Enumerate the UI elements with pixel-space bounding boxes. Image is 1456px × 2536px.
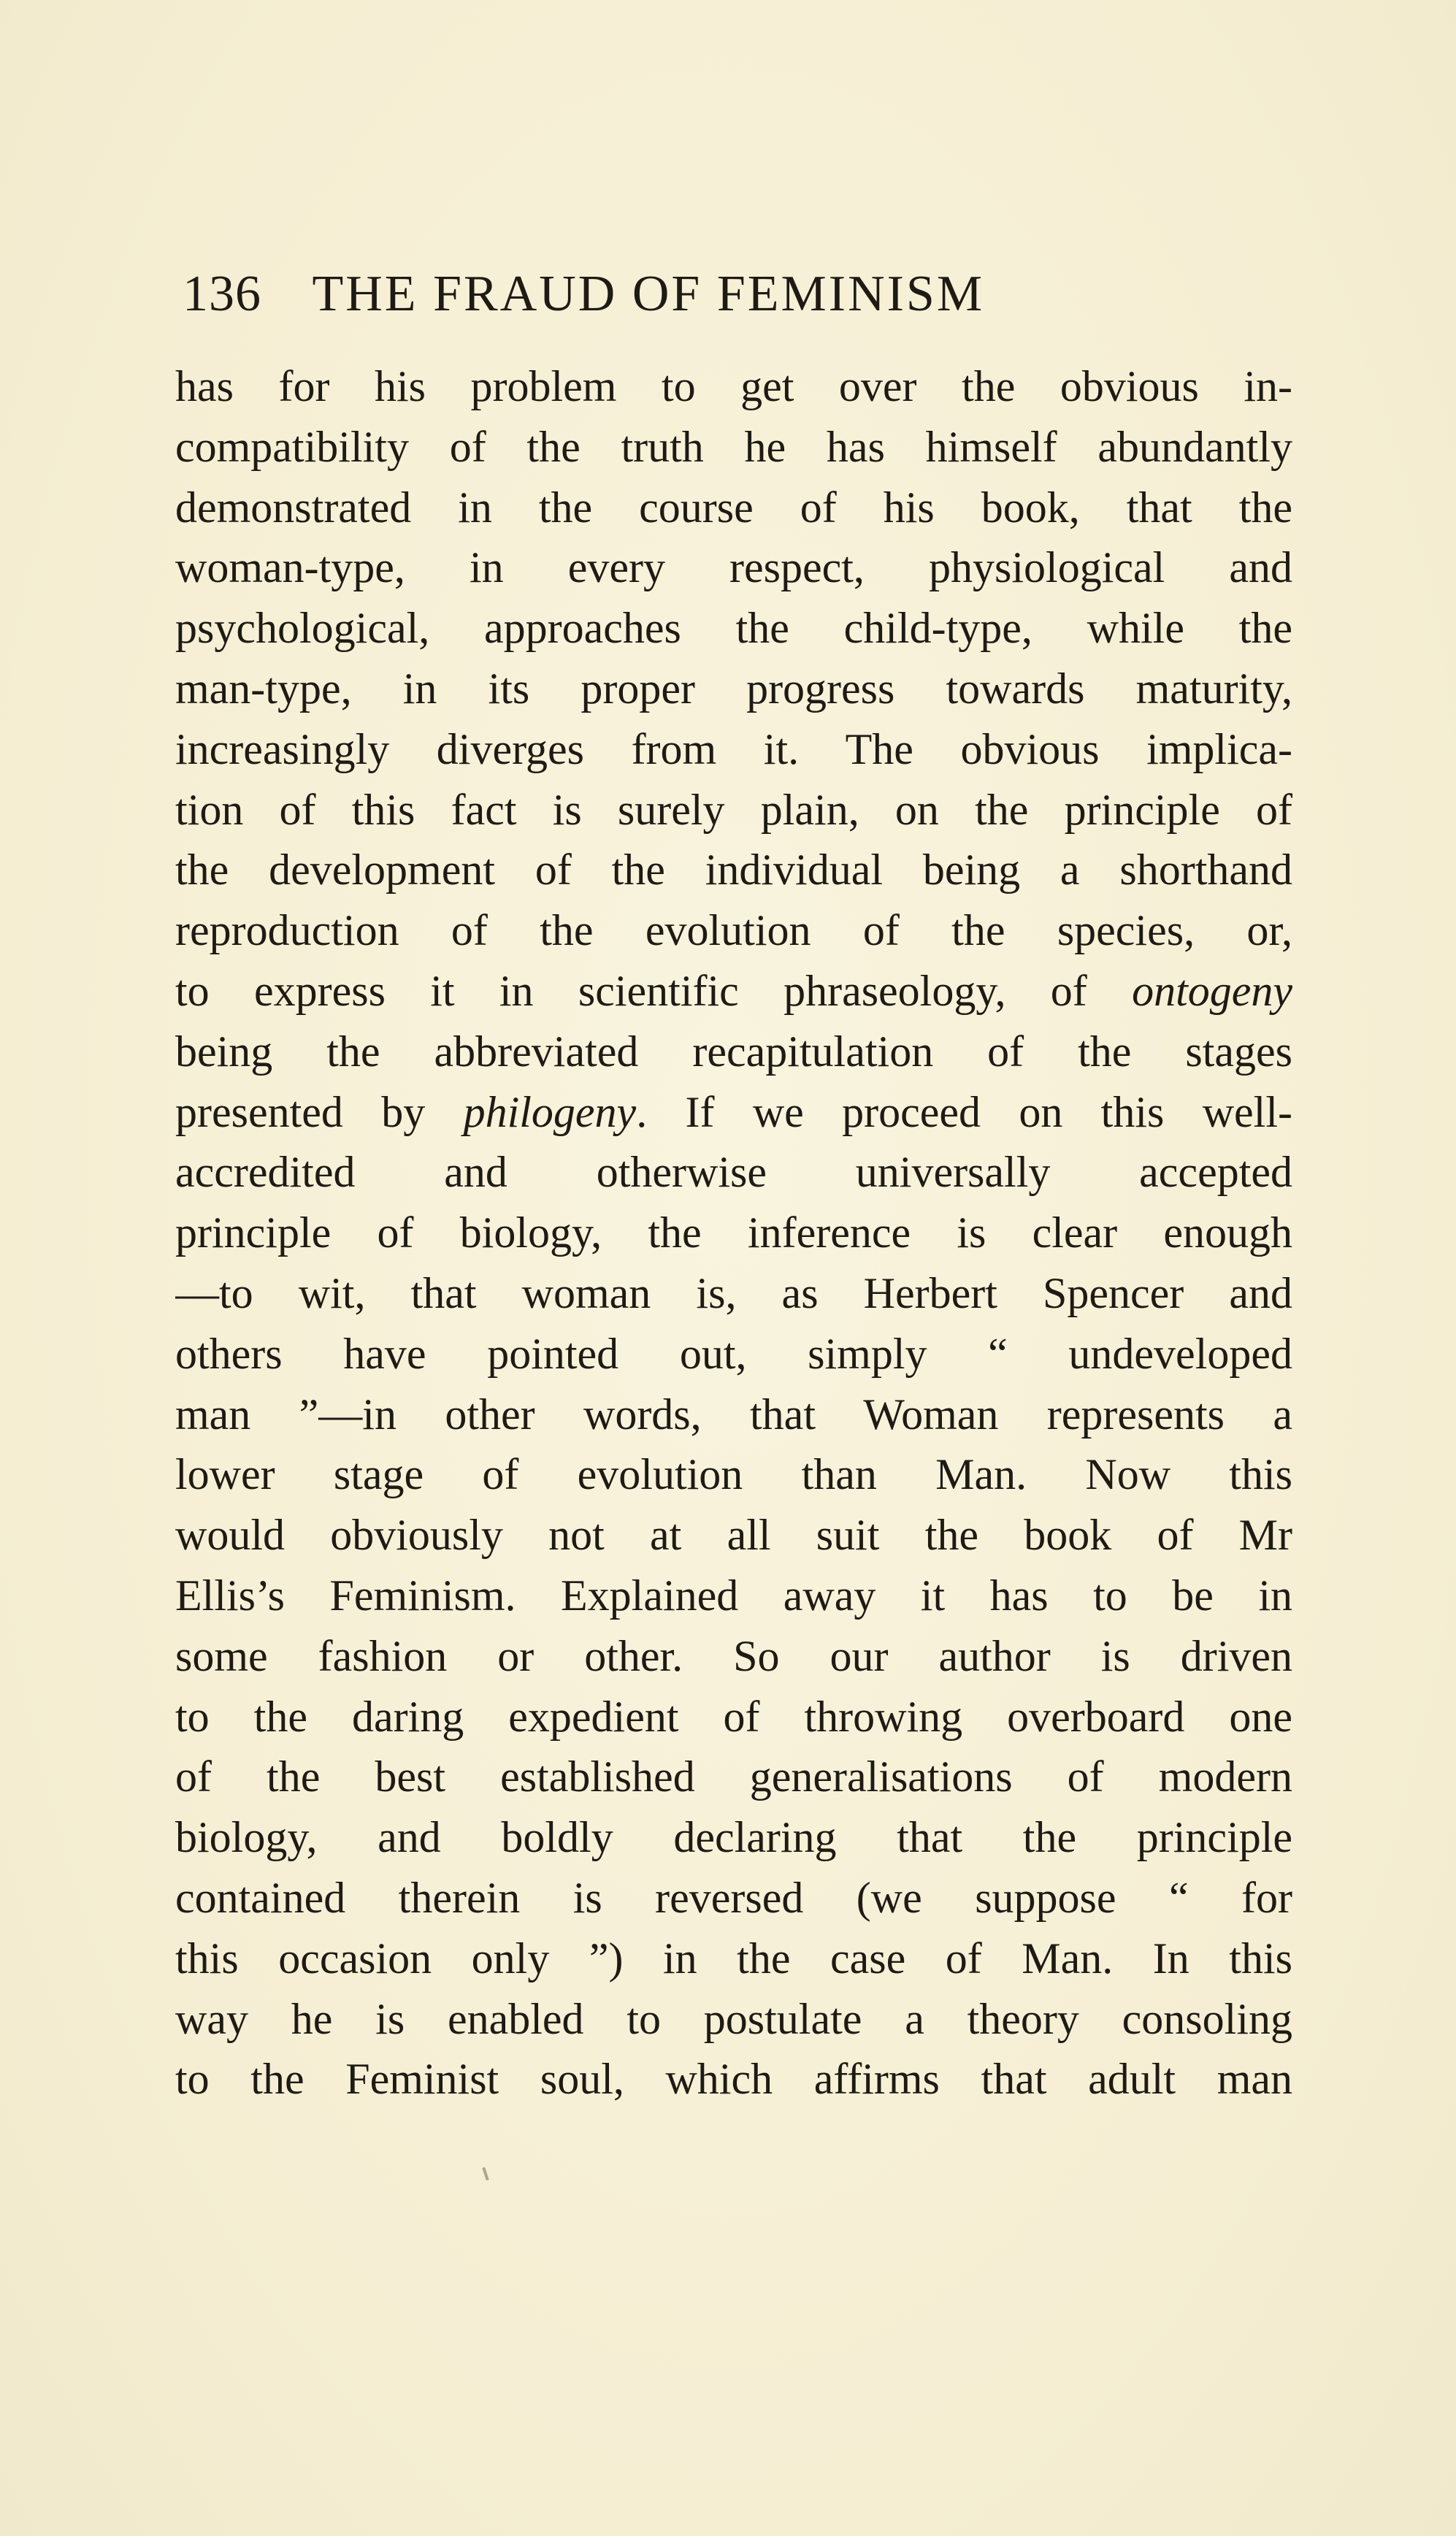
text-line: contained therein is reversed (we suppose “ for (175, 1873, 1292, 1922)
text-line: demonstrated in the course of his book, that the (175, 483, 1292, 532)
body-text (175, 356, 1292, 2110)
text-line: reproduction of the evolution of the species, or, (175, 906, 1292, 955)
text-line: being the abbreviated recapitulation of the stages (175, 1027, 1292, 1076)
text-line: principle of biology, the inference is clear enough (175, 1208, 1292, 1257)
italic-term: philogeny (463, 1087, 637, 1136)
text-line: psychological, approaches the child-type, while the (175, 604, 1292, 653)
text-line: presented by philogeny. If we proceed on this well- (175, 1087, 1292, 1136)
text-line: has for his problem to get over the obvious in- (175, 362, 1292, 410)
text-line: others have pointed out, simply “ undeveloped (175, 1329, 1292, 1378)
text-line: accredited and otherwise universally accepted (175, 1148, 1292, 1197)
text-line: lower stage of evolution than Man. Now this (175, 1450, 1292, 1499)
text-line: —to wit, that woman is, as Herbert Spencer and (175, 1268, 1292, 1317)
text-line: the development of the individual being a shorthand (175, 846, 1292, 895)
text-line: increasingly diverges from it. The obvious implica- (175, 724, 1292, 773)
text-line: to express it in scientific phraseology, of ontogeny (175, 966, 1292, 1015)
running-header (183, 254, 1292, 334)
text-line: man ”—in other words, that Woman represents a (175, 1390, 1292, 1439)
text-line: man-type, in its proper progress towards maturity, (175, 664, 1292, 713)
text-line: compatibility of the truth he has himself abundantly (175, 422, 1292, 471)
text-line: tion of this fact is surely plain, on the principle of (175, 785, 1292, 834)
text-line: Ellis’s Feminism. Explained away it has to be in (175, 1571, 1292, 1620)
text-line: to the daring expedient of throwing overboard one (175, 1692, 1292, 1741)
text-line: this occasion only ”) in the case of Man. In this (175, 1934, 1292, 1983)
running-title: THE FRAUD OF FEMINISM (312, 266, 985, 322)
paper-speck (482, 2167, 488, 2180)
text-line: woman-type, in every respect, physiological and (175, 543, 1292, 592)
text-line: some fashion or other. So our author is driven (175, 1631, 1292, 1680)
text-line: biology, and boldly declaring that the principle (175, 1813, 1292, 1862)
page-number: 136 (183, 266, 261, 322)
italic-term: ontogeny (1132, 966, 1292, 1015)
text-line: of the best established generalisations of modern (175, 1752, 1292, 1801)
text-line: way he is enabled to postulate a theory consoling (175, 1994, 1292, 2043)
text-line: would obviously not at all suit the book of Mr (175, 1511, 1292, 1560)
text-line: to the Feminist soul, which affirms that adult man (175, 2055, 1292, 2104)
